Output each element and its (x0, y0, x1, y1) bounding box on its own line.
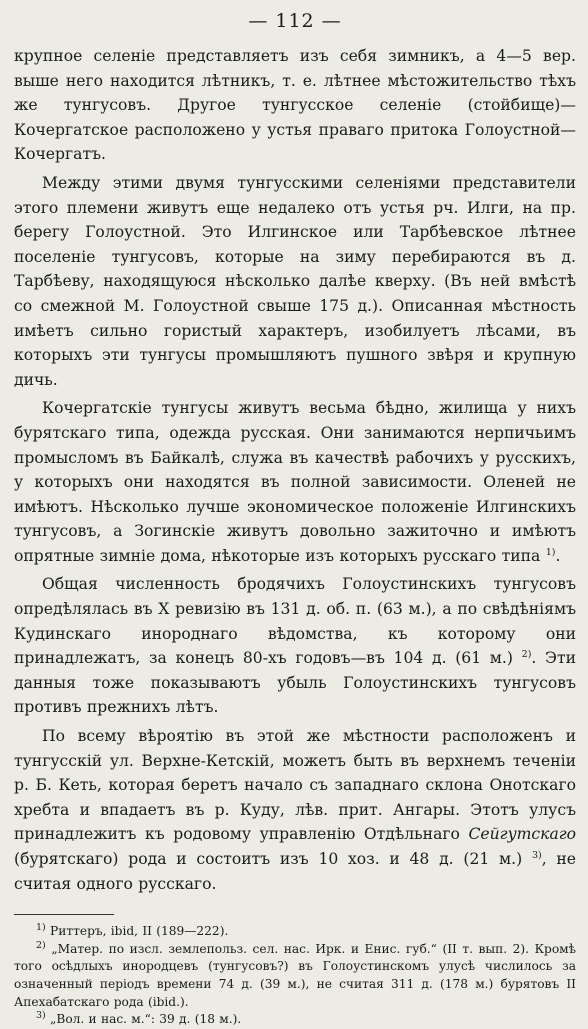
paragraph-3: Кочергатскіе тунгусы живутъ весьма бѣдно, жилища у нихъ бурятскаго типа, одежда русская. Они занимаются нерпичьимъ промысломъ въ Байкалѣ, служа въ качествѣ рабочихъ у русскихъ, у которыхъ они находятся въ полной зависимости. Оленей не имѣютъ. Нѣсколько лучше экономическое положеніе Илгинскихъ тунгусовъ, а Зогинскіе живутъ довольно зажиточно и имѣютъ опрятные зимніе дома, нѣкоторые изъ которыхъ русскаго типа $^{1)}$. (14, 399, 576, 565)
footnote-1-text: Риттеръ, ibid, II (189—222). (50, 924, 229, 939)
paragraph-1: крупное селеніе представляетъ изъ себя зимникъ, а 4—5 вер. выше него находится лѣтникъ, т. е. лѣтнее мѣстожительство тѣхъ же тунгусовъ. Другое тунгусское селеніе (стойбище)— Кочергатское расположено у устья праваго притока Голоустной—Кочергатъ. (14, 47, 576, 164)
paragraph-3-text: Кочергатскіе тунгусы живутъ весьма бѣдно, жилища у нихъ бурятскаго типа, одежда русская. Они занимаются нерпичьимъ промысломъ въ Байкалѣ, служа въ качествѣ рабочихъ у русскихъ, у которыхъ они находятся въ полной зависимости. Оленей не имѣютъ. Нѣсколько лучше экономическое положеніе Илгинскихъ тунгусовъ, а Зогинскіе живутъ довольно зажиточно и имѣютъ опрятные зимніе дома, нѣкоторые изъ которыхъ русскаго типа (14, 399, 576, 565)
paragraph-4: Общая численность бродячихъ Голоустинскихъ тунгусовъ опредѣлялась въ X ревизію въ 131 д. об. п. (63 м.), а по свѣдѣніямъ Кудинскаго инороднаго вѣдомства, къ которому они принадлежатъ, за конецъ 80-хъ годовъ—въ 104 д. (61 м.) $^{2)}$. Эти данныя тоже показываютъ убыль Голоустинскихъ тунгусовъ противъ прежнихъ лѣтъ. (14, 575, 576, 717)
footnote-2-text: „Матер. по изсл. землепольз. сел. нас. Ирк. и Енис. губ.“ (II т. вып. 2). Кромѣ того осѣдлыхъ инородцевъ (тунгусовъ?) въ Голоустинскомъ улусѣ числилось за означенный періодъ времени 74 д. (39 м.), не считая 311 д. (178 м.) бурятовъ II Апехабатскаго рода (ibid.). (14, 941, 577, 1009)
page-number: — 112 — (248, 10, 342, 32)
paragraph-2: Между этими двумя тунгусскими селеніями представители этого племени живутъ еще недалеко отъ устья рч. Илги, на пр. берегу Голоустной. Это Илгинское или Тарбѣевское лѣтнее поселеніе тунгусовъ, которые на зиму перебираются въ д. Тарбѣеву, находящуюся нѣсколько далѣе кверху. (Въ ней вмѣстѣ со смежной М. Голоустной свыше 175 д.). Описанная мѣстность имѣетъ сильно гористый характеръ, изобилуетъ лѣсами, въ которыхъ эти тунгусы промышляютъ пушного звѣря и крупную дичь. (14, 173, 576, 389)
paragraph-4-text: Общая численность бродячихъ Голоустинскихъ тунгусовъ опредѣлялась въ X ревизію въ 131 д. об. п. (63 м.), а по свѣдѣніямъ Кудинскаго инороднаго вѣдомства, къ которому они принадлежатъ, за конецъ 80-хъ годовъ—въ 104 д. (61 м.) (14, 575, 576, 668)
footnote-divider (14, 914, 114, 915)
footnote-3: $^{3)}$ „Вол. и нас. м.“: 39 д. (18 м.). (36, 1010, 242, 1027)
clan-name-italic: Сейгутскаго (468, 825, 577, 844)
footnote-1: $^{1)}$ Риттеръ, ibid, II (189—222). (36, 922, 229, 939)
book-page (14, 6, 577, 1027)
footnote-ref-2: 2) (521, 649, 532, 661)
paragraph-5-tail: , не считая одного русскаго. (14, 850, 577, 893)
paragraph-5-middle: (бурятскаго) рода и состоитъ изъ 10 хоз. и 48 д. (21 м.) (14, 850, 523, 868)
footnote-2: $^{2)}$ „Матер. по изсл. землепольз. сел. нас. Ирк. и Енис. губ.“ (II т. вып. 2). Кромѣ того осѣдлыхъ инородцевъ (тунгусовъ?) въ Голоустинскомъ улусѣ числилось за означенный періодъ времени 74 д. (39 м.), не считая 311 д. (178 м.) бурятовъ II Апехабатскаго рода (ibid.). (14, 939, 577, 1009)
paragraph-4-tail: Эти данныя тоже показываютъ убыль Голоустинскихъ тунгусовъ противъ прежнихъ лѣтъ. (14, 649, 576, 717)
footnote-3-text: „Вол. и нас. м.“: 39 д. (18 м.). (50, 1012, 242, 1027)
paragraph-5 (14, 724, 576, 896)
paragraph-5-text: По всему вѣроятію въ этой же мѣстности расположенъ и тунгусскій ул. Верхне-Кетскій, можетъ быть въ верхнемъ теченіи р. Б. Кеть, которая беретъ начало съ западнаго склона Онотскаго хребта и впадаетъ въ р. Куду, лѣв. прит. Ангары. Этотъ улусъ принадлежитъ къ родовому управленію Отдѣльнаго (14, 727, 576, 844)
footnote-ref-1: 1) (545, 546, 556, 558)
footnote-ref-3: 3) (531, 849, 542, 861)
